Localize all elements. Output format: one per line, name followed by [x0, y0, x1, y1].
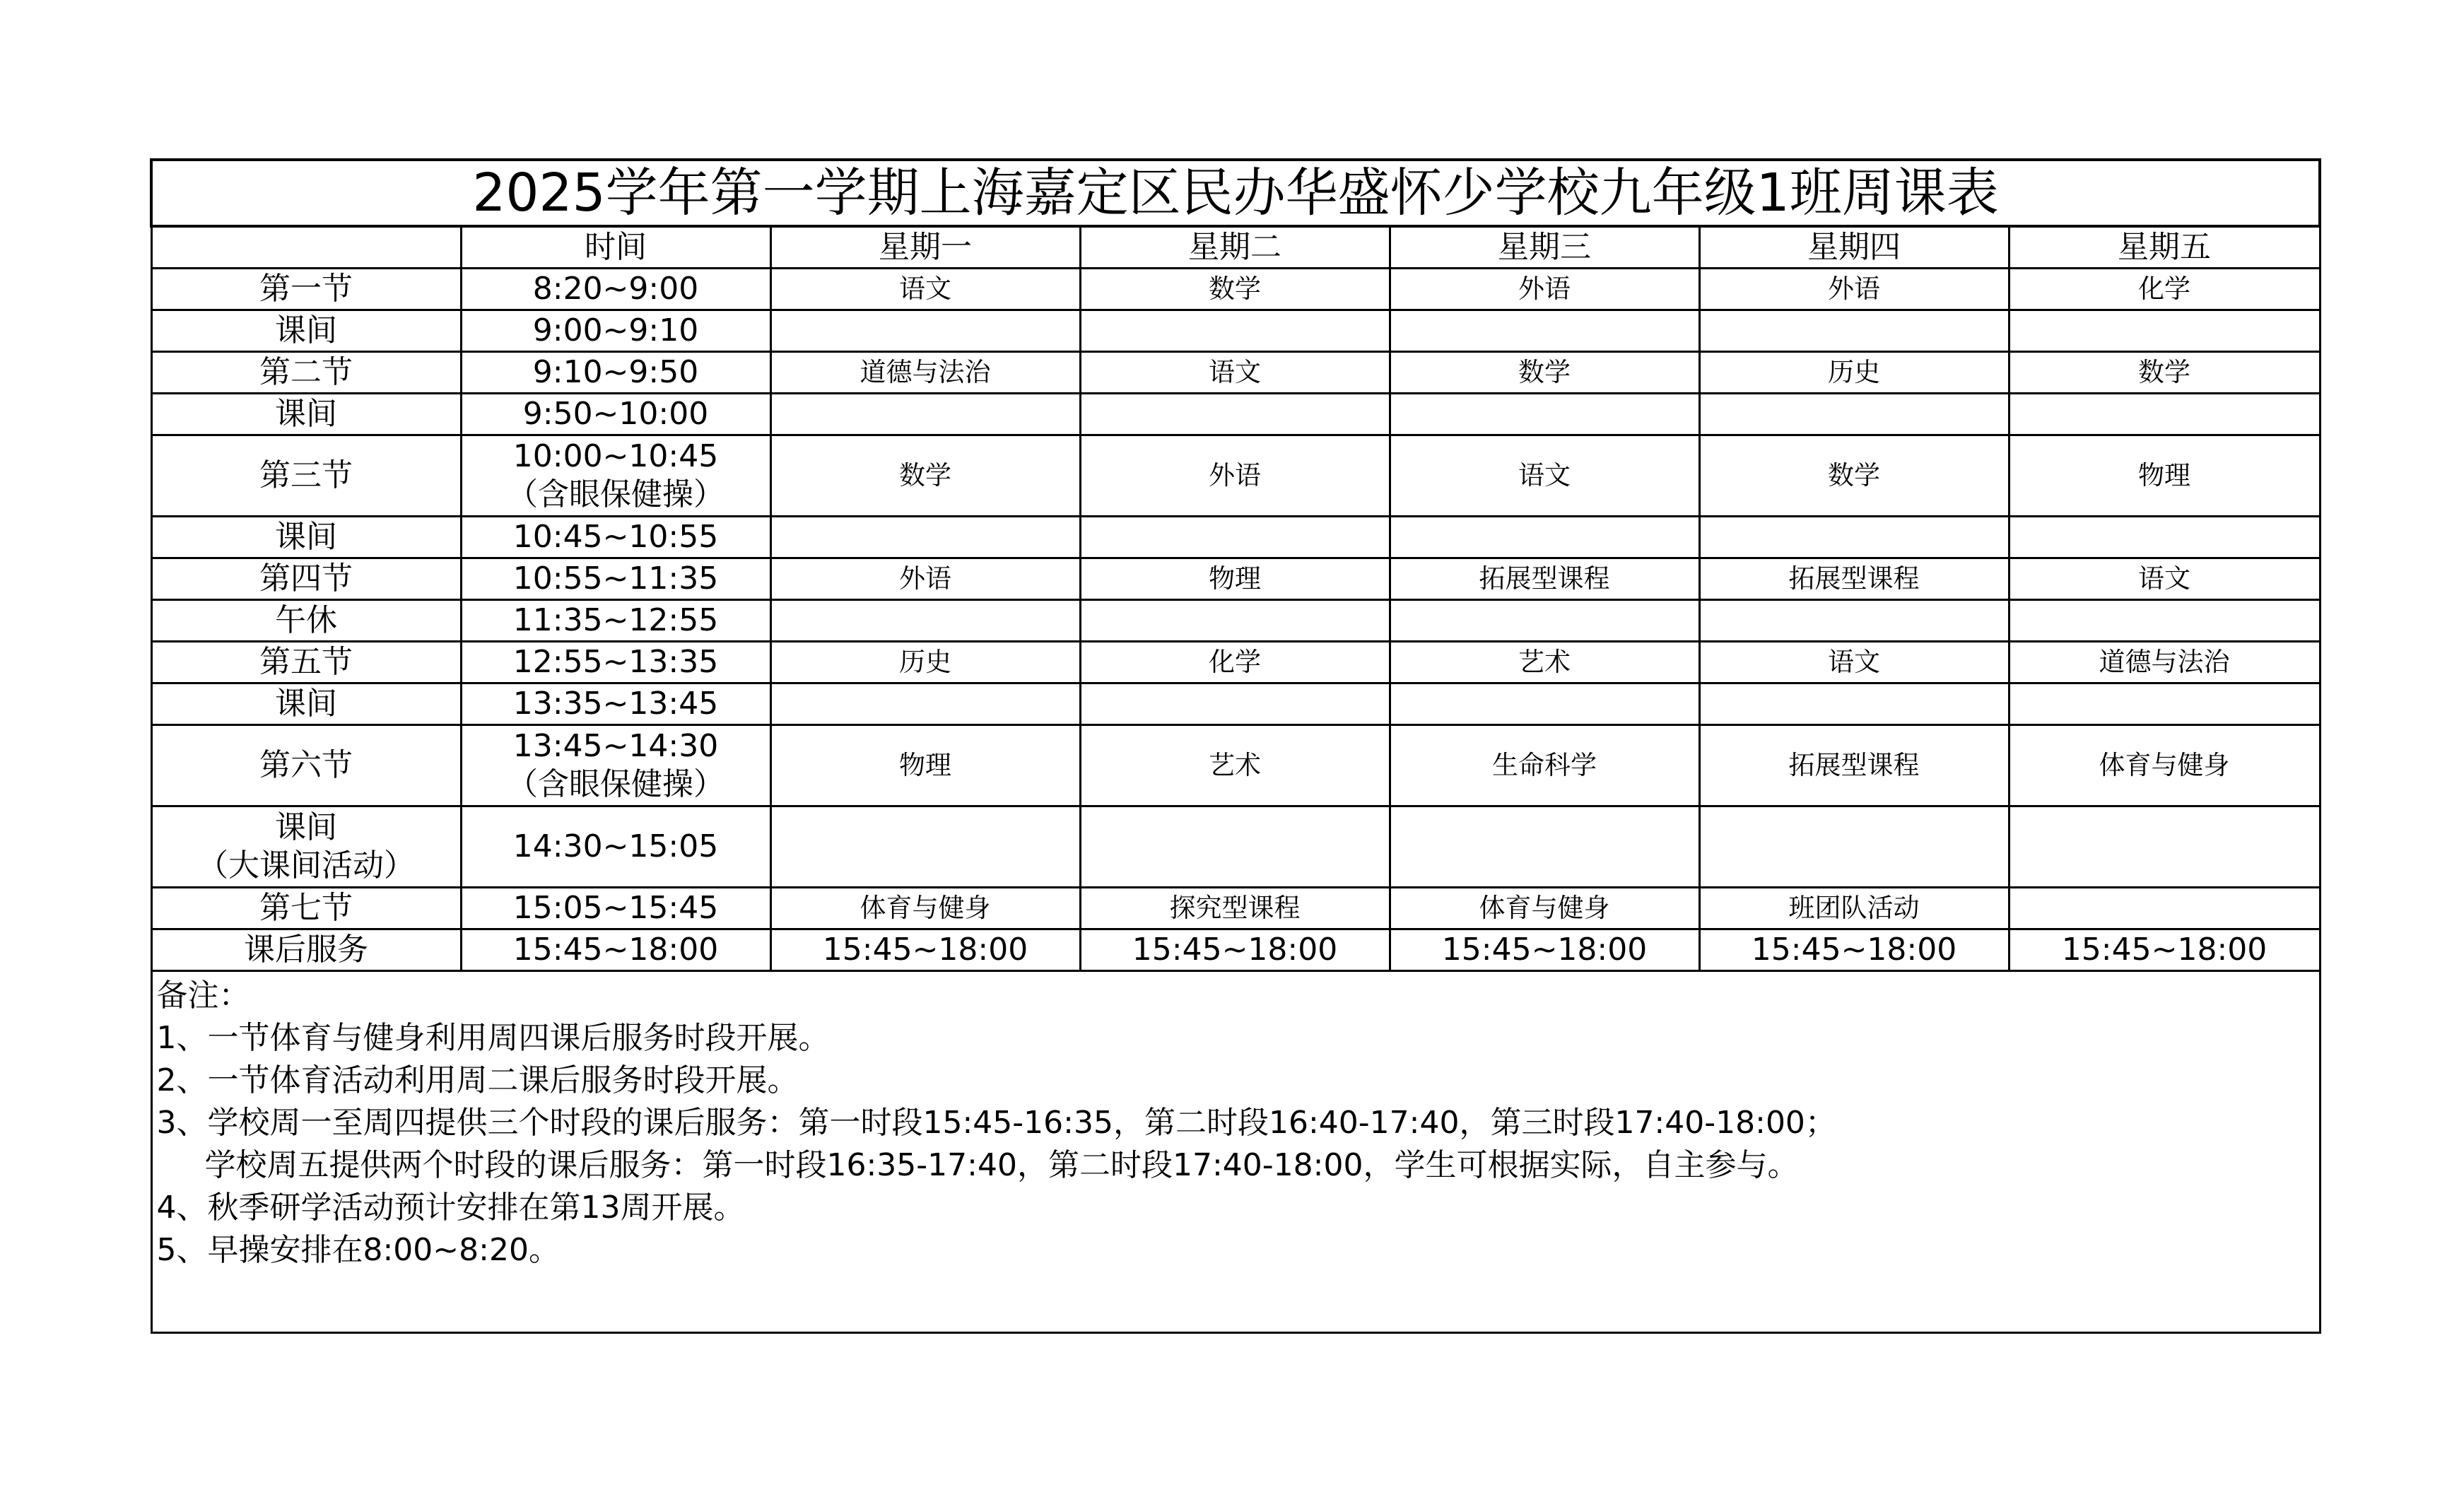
cell-line: 8:20~9:00 [532, 271, 699, 307]
subject-cell-friday [2009, 600, 2320, 642]
cell-line: 15:45~18:00 [512, 932, 719, 968]
subject-cell-thursday: 数学 [1699, 435, 2009, 517]
time-cell [461, 806, 770, 888]
schedule-row [151, 683, 2320, 725]
cell-line: （大课间活动） [197, 847, 415, 884]
period-cell [151, 435, 461, 517]
schedule-row [151, 435, 2320, 517]
subject-cell-friday [2009, 517, 2320, 558]
notes-row [151, 971, 2320, 1333]
subject-cell-friday [2009, 310, 2320, 352]
header-row [151, 226, 2320, 269]
subject-cell-monday [770, 683, 1080, 725]
cell-line: 9:50~10:00 [522, 396, 709, 432]
time-cell [461, 435, 770, 517]
subject-cell-friday [2009, 888, 2320, 929]
title-row [151, 160, 2320, 226]
subject-cell-friday [2009, 394, 2320, 435]
time-cell [461, 600, 770, 642]
subject-cell-monday: 体育与健身 [770, 888, 1080, 929]
subject-cell-monday: 道德与法治 [770, 352, 1080, 394]
subject-cell-wednesday [1390, 683, 1699, 725]
subject-cell-tuesday: 语文 [1080, 352, 1390, 394]
subject-cell-tuesday [1080, 394, 1390, 435]
period-cell [151, 517, 461, 558]
period-cell [151, 642, 461, 683]
subject-cell-thursday [1699, 806, 2009, 888]
subject-cell-wednesday [1390, 600, 1699, 642]
cell-line: 课间 [275, 686, 337, 722]
subject-cell-friday: 15:45~18:00 [2009, 929, 2320, 971]
note-item: 学校周五提供两个时段的课后服务：第一时段16:35-17:40，第二时段17:40-18:00，学生可根据实际，自主参与。 [204, 1147, 1799, 1183]
subject-cell-wednesday: 生命科学 [1390, 725, 1699, 806]
time-cell [461, 517, 770, 558]
cell-line: 9:00~9:10 [532, 312, 699, 348]
subject-cell-monday [770, 517, 1080, 558]
cell-line: 9:10~9:50 [532, 354, 699, 390]
cell-line: 第三节 [259, 457, 353, 493]
period-cell [151, 310, 461, 352]
header-day-wednesday: 星期三 [1390, 226, 1699, 269]
cell-line: 10:45~10:55 [512, 519, 719, 555]
cell-line: （含眼保健操） [507, 476, 724, 512]
period-cell [151, 558, 461, 600]
cell-line: 12:55~13:35 [512, 644, 719, 680]
subject-cell-monday [770, 310, 1080, 352]
cell-line: （含眼保健操） [507, 766, 724, 802]
time-cell [461, 642, 770, 683]
period-cell [151, 269, 461, 310]
header-day-thursday: 星期四 [1699, 226, 2009, 269]
subject-cell-monday: 语文 [770, 269, 1080, 310]
subject-cell-wednesday [1390, 310, 1699, 352]
subject-cell-wednesday: 拓展型课程 [1390, 558, 1699, 600]
subject-cell-tuesday: 化学 [1080, 642, 1390, 683]
cell-line: 10:00~10:45 [512, 438, 719, 474]
cell-line: 13:45~14:30 [512, 728, 719, 764]
subject-cell-tuesday: 探究型课程 [1080, 888, 1390, 929]
time-cell [461, 269, 770, 310]
period-cell [151, 352, 461, 394]
subject-cell-friday: 化学 [2009, 269, 2320, 310]
period-cell [151, 929, 461, 971]
subject-cell-monday: 外语 [770, 558, 1080, 600]
cell-line: 15:05~15:45 [512, 890, 719, 926]
schedule-row [151, 269, 2320, 310]
cell-line: 课间 [275, 809, 337, 845]
subject-cell-wednesday: 15:45~18:00 [1390, 929, 1699, 971]
subject-cell-tuesday: 15:45~18:00 [1080, 929, 1390, 971]
cell-line: 第六节 [259, 747, 353, 783]
cell-line: 课间 [275, 519, 337, 555]
period-cell [151, 683, 461, 725]
notes-label: 备注： [156, 978, 250, 1014]
note-item: 4、秋季研学活动预计安排在第13周开展。 [156, 1190, 745, 1226]
subject-cell-thursday: 拓展型课程 [1699, 558, 2009, 600]
subject-cell-tuesday [1080, 683, 1390, 725]
subject-cell-tuesday [1080, 806, 1390, 888]
subject-cell-friday: 体育与健身 [2009, 725, 2320, 806]
subject-cell-thursday: 外语 [1699, 269, 2009, 310]
time-cell [461, 352, 770, 394]
subject-cell-monday: 15:45~18:00 [770, 929, 1080, 971]
note-item: 2、一节体育活动利用周二课后服务时段开展。 [156, 1062, 799, 1098]
period-cell [151, 725, 461, 806]
header-day-tuesday: 星期二 [1080, 226, 1390, 269]
subject-cell-wednesday [1390, 517, 1699, 558]
notes-section [151, 971, 2320, 1333]
subject-cell-friday: 物理 [2009, 435, 2320, 517]
note-item: 5、早操安排在8:00~8:20。 [156, 1232, 560, 1268]
cell-line: 14:30~15:05 [512, 828, 719, 864]
period-cell [151, 600, 461, 642]
note-item: 3、学校周一至周四提供三个时段的课后服务：第一时段15:45-16:35，第二时段16:40-17:40，第三时段17:40-18:00； [156, 1105, 1836, 1141]
period-cell [151, 888, 461, 929]
subject-cell-thursday [1699, 683, 2009, 725]
subject-cell-wednesday: 艺术 [1390, 642, 1699, 683]
header-day-friday: 星期五 [2009, 226, 2320, 269]
schedule-row [151, 600, 2320, 642]
subject-cell-thursday: 历史 [1699, 352, 2009, 394]
subject-cell-monday: 数学 [770, 435, 1080, 517]
subject-cell-friday [2009, 683, 2320, 725]
subject-cell-thursday [1699, 394, 2009, 435]
time-cell [461, 929, 770, 971]
cell-line: 13:35~13:45 [512, 686, 719, 722]
cell-line: 课后服务 [244, 932, 368, 968]
cell-line: 11:35~12:55 [512, 602, 719, 638]
subject-cell-friday: 数学 [2009, 352, 2320, 394]
header-blank-cell [151, 226, 461, 269]
subject-cell-wednesday: 外语 [1390, 269, 1699, 310]
subject-cell-monday [770, 394, 1080, 435]
subject-cell-monday [770, 806, 1080, 888]
header-day-monday: 星期一 [770, 226, 1080, 269]
time-cell [461, 394, 770, 435]
subject-cell-tuesday: 数学 [1080, 269, 1390, 310]
schedule-row [151, 888, 2320, 929]
subject-cell-tuesday [1080, 310, 1390, 352]
period-cell [151, 806, 461, 888]
schedule-row [151, 310, 2320, 352]
subject-cell-thursday: 拓展型课程 [1699, 725, 2009, 806]
subject-cell-wednesday: 语文 [1390, 435, 1699, 517]
subject-cell-thursday [1699, 600, 2009, 642]
period-cell [151, 394, 461, 435]
subject-cell-friday: 语文 [2009, 558, 2320, 600]
time-cell [461, 558, 770, 600]
cell-line: 课间 [275, 396, 337, 432]
subject-cell-tuesday: 物理 [1080, 558, 1390, 600]
subject-cell-wednesday: 数学 [1390, 352, 1699, 394]
cell-line: 第五节 [259, 644, 353, 680]
subject-cell-thursday: 语文 [1699, 642, 2009, 683]
cell-line: 午休 [275, 602, 337, 638]
subject-cell-thursday: 15:45~18:00 [1699, 929, 2009, 971]
cell-line: 课间 [275, 312, 337, 348]
schedule-row [151, 352, 2320, 394]
schedule-row [151, 725, 2320, 806]
subject-cell-wednesday [1390, 806, 1699, 888]
subject-cell-monday: 历史 [770, 642, 1080, 683]
cell-line: 10:55~11:35 [512, 560, 719, 597]
schedule-row [151, 642, 2320, 683]
subject-cell-wednesday [1390, 394, 1699, 435]
cell-line: 第二节 [259, 354, 353, 390]
schedule-row [151, 517, 2320, 558]
cell-line: 第七节 [259, 890, 353, 926]
cell-line: 第四节 [259, 560, 353, 597]
note-item: 1、一节体育与健身利用周四课后服务时段开展。 [156, 1020, 830, 1056]
subject-cell-tuesday: 外语 [1080, 435, 1390, 517]
subject-cell-friday: 道德与法治 [2009, 642, 2320, 683]
subject-cell-friday [2009, 806, 2320, 888]
header-time: 时间 [461, 226, 770, 269]
timetable-title: 2025学年第一学期上海嘉定区民办华盛怀少学校九年级1班周课表 [151, 160, 2320, 226]
subject-cell-tuesday: 艺术 [1080, 725, 1390, 806]
subject-cell-thursday [1699, 310, 2009, 352]
time-cell [461, 888, 770, 929]
time-cell [461, 310, 770, 352]
subject-cell-tuesday [1080, 600, 1390, 642]
subject-cell-monday [770, 600, 1080, 642]
time-cell [461, 683, 770, 725]
subject-cell-monday: 物理 [770, 725, 1080, 806]
timetable [150, 158, 2321, 1334]
subject-cell-thursday [1699, 517, 2009, 558]
cell-line: 第一节 [259, 271, 353, 307]
schedule-row [151, 929, 2320, 971]
subject-cell-wednesday: 体育与健身 [1390, 888, 1699, 929]
subject-cell-thursday: 班团队活动 [1699, 888, 2009, 929]
subject-cell-tuesday [1080, 517, 1390, 558]
schedule-row [151, 806, 2320, 888]
schedule-row [151, 558, 2320, 600]
time-cell [461, 725, 770, 806]
schedule-row [151, 394, 2320, 435]
